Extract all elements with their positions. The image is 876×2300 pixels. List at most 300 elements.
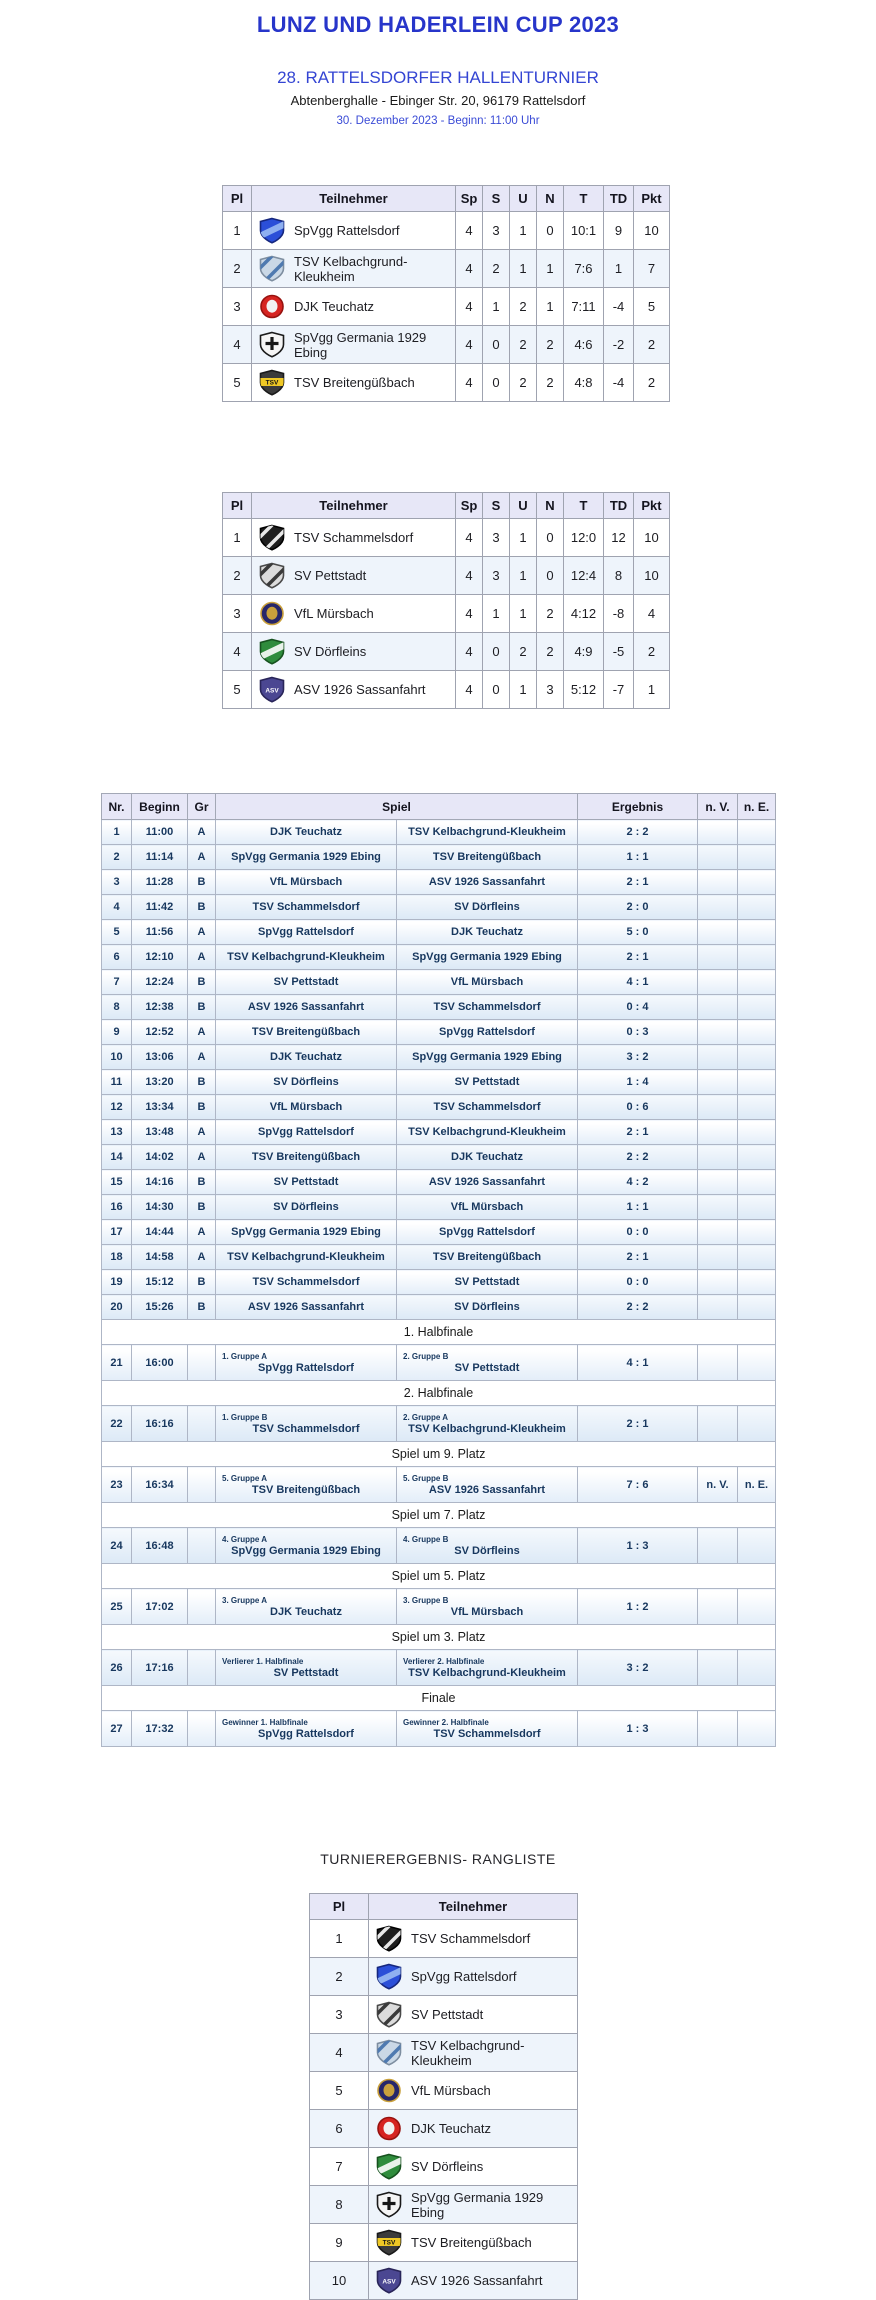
overtime-cell	[698, 1170, 738, 1195]
match-time-cell: 17:02	[132, 1589, 188, 1625]
team-name: TSV Kelbachgrund-Kleukheim	[411, 2037, 525, 2068]
match-time-cell: 17:32	[132, 1711, 188, 1747]
match-group-cell	[188, 1589, 216, 1625]
team-crest-icon	[259, 676, 285, 703]
overtime-cell	[698, 1195, 738, 1220]
penalty-cell	[738, 1145, 776, 1170]
match-time-cell: 11:00	[132, 820, 188, 845]
penalty-cell	[738, 1220, 776, 1245]
penalty-cell	[738, 1711, 776, 1747]
overtime-cell	[698, 1528, 738, 1564]
penalty-cell: n. E.	[738, 1467, 776, 1503]
pkt-cell: 1	[634, 671, 670, 709]
ranking-body	[310, 1920, 578, 2300]
s-cell: 0	[483, 671, 510, 709]
u-cell: 1	[510, 519, 537, 557]
home-team-cell: DJK Teuchatz	[216, 820, 397, 845]
s-cell: 1	[483, 595, 510, 633]
u-cell: 1	[510, 595, 537, 633]
team-cell	[369, 2034, 578, 2072]
round-section-row	[102, 1442, 776, 1467]
penalty-cell	[738, 870, 776, 895]
venue-line: Abtenberghalle - Ebinger Str. 20, 96179 Rattelsdorf	[290, 93, 586, 108]
team-crest-icon	[376, 2115, 402, 2142]
round-section-label: Finale	[102, 1686, 776, 1711]
n-cell: 3	[537, 671, 564, 709]
team	[252, 676, 455, 703]
column-header: Pl	[223, 186, 252, 212]
match-group-cell	[188, 1528, 216, 1564]
match-group-cell: B	[188, 895, 216, 920]
team	[252, 562, 455, 589]
n-cell: 2	[537, 633, 564, 671]
overtime-cell	[698, 1245, 738, 1270]
column-header-gr: Gr	[188, 794, 216, 820]
home-team-name: SpVgg Germania 1929 Ebing	[231, 1545, 381, 1557]
team-name: SV Dörfleins	[294, 644, 367, 659]
place-cell: 5	[310, 2072, 369, 2110]
place-cell: 3	[223, 595, 252, 633]
td-cell: 1	[604, 250, 634, 288]
overtime-cell	[698, 1120, 738, 1145]
round-section-row	[102, 1686, 776, 1711]
standings-row	[223, 557, 670, 595]
place-cell: 1	[310, 1920, 369, 1958]
tournament-subtitle: 28. RATTELSDORFER HALLENTURNIER	[277, 68, 599, 87]
away-team-cell: SV Dörfleins	[397, 895, 578, 920]
away-seed-label: 3. Gruppe B	[403, 1596, 449, 1605]
result-cell: 4 : 2	[578, 1170, 698, 1195]
pkt-cell: 2	[634, 326, 670, 364]
match-row	[102, 995, 776, 1020]
match-number-cell: 20	[102, 1295, 132, 1320]
home-team-cell: DJK Teuchatz	[216, 1045, 397, 1070]
result-cell: 4 : 1	[578, 970, 698, 995]
home-team-cell: SV Dörfleins	[216, 1070, 397, 1095]
s-cell: 3	[483, 212, 510, 250]
header-row	[223, 186, 670, 212]
team-name: DJK Teuchatz	[411, 2121, 491, 2136]
place-cell: 6	[310, 2110, 369, 2148]
team-crest-icon	[376, 2191, 402, 2218]
team-name: VfL Mürsbach	[411, 2083, 491, 2098]
date-line: 30. Dezember 2023 - Beginn: 11:00 Uhr	[336, 115, 540, 127]
match-row	[102, 945, 776, 970]
column-header: TD	[604, 493, 634, 519]
match-row	[102, 1295, 776, 1320]
away-team-cell	[397, 1589, 578, 1625]
away-team-cell: ASV 1926 Sassanfahrt	[397, 870, 578, 895]
team-cell	[252, 557, 456, 595]
match-time-cell: 13:20	[132, 1070, 188, 1095]
home-team-name: TSV Schammelsdorf	[252, 1423, 360, 1435]
match-number-cell: 14	[102, 1145, 132, 1170]
match-group-cell: A	[188, 1020, 216, 1045]
round-section-label: 1. Halbfinale	[102, 1320, 776, 1345]
column-header-ergebnis: Ergebnis	[578, 794, 698, 820]
pkt-cell: 10	[634, 519, 670, 557]
round-section-row	[102, 1625, 776, 1650]
team-crest-icon	[259, 600, 285, 627]
penalty-cell	[738, 1070, 776, 1095]
overtime-cell	[698, 845, 738, 870]
column-header: Sp	[456, 493, 483, 519]
pkt-cell: 4	[634, 595, 670, 633]
team-name: ASV 1926 Sassanfahrt	[411, 2273, 543, 2288]
column-header-ne: n. E.	[738, 794, 776, 820]
column-header: Teilnehmer	[252, 186, 456, 212]
match-group-cell: B	[188, 1070, 216, 1095]
place-cell: 3	[223, 288, 252, 326]
penalty-cell	[738, 1020, 776, 1045]
match-number-cell: 12	[102, 1095, 132, 1120]
match-time-cell: 13:06	[132, 1045, 188, 1070]
match-number-cell: 25	[102, 1589, 132, 1625]
team-name: TSV Breitengüßbach	[411, 2235, 532, 2250]
standings-header	[223, 493, 670, 519]
td-cell: -4	[604, 288, 634, 326]
standings-row	[223, 212, 670, 250]
overtime-cell	[698, 1711, 738, 1747]
sp-cell: 4	[456, 519, 483, 557]
team-cell	[369, 1996, 578, 2034]
td-cell: -5	[604, 633, 634, 671]
result-cell: 0 : 6	[578, 1095, 698, 1120]
home-team-name: TSV Breitengüßbach	[251, 1484, 361, 1496]
match-number-cell: 27	[102, 1711, 132, 1747]
t-cell: 4:9	[564, 633, 604, 671]
match-number-cell: 13	[102, 1120, 132, 1145]
home-team-cell: VfL Mürsbach	[216, 870, 397, 895]
overtime-cell	[698, 970, 738, 995]
team-crest-icon	[259, 255, 285, 282]
place-cell: 4	[223, 633, 252, 671]
overtime-cell	[698, 995, 738, 1020]
result-cell: 1 : 4	[578, 1070, 698, 1095]
n-cell: 0	[537, 557, 564, 595]
ranking-row	[310, 2224, 578, 2262]
column-header: T	[564, 493, 604, 519]
team	[252, 293, 455, 320]
column-header: T	[564, 186, 604, 212]
team-crest-icon	[376, 2001, 402, 2028]
s-cell: 2	[483, 250, 510, 288]
s-cell: 0	[483, 633, 510, 671]
team-name: ASV 1926 Sassanfahrt	[294, 682, 426, 697]
away-seed-label: 2. Gruppe B	[403, 1352, 449, 1361]
overtime-cell	[698, 1406, 738, 1442]
t-cell: 4:12	[564, 595, 604, 633]
team-name: SV Dörfleins	[411, 2159, 484, 2174]
home-team-cell: TSV Kelbachgrund-Kleukheim	[216, 1245, 397, 1270]
team	[369, 2153, 577, 2180]
away-team-cell: SV Dörfleins	[397, 1295, 578, 1320]
overtime-cell	[698, 945, 738, 970]
match-number-cell: 1	[102, 820, 132, 845]
result-cell: 2 : 2	[578, 820, 698, 845]
ranking-row	[310, 2034, 578, 2072]
n-cell: 2	[537, 364, 564, 402]
match-number-cell: 24	[102, 1528, 132, 1564]
match-group-cell: A	[188, 1145, 216, 1170]
t-cell: 12:0	[564, 519, 604, 557]
result-cell: 2 : 2	[578, 1145, 698, 1170]
match-row	[102, 1245, 776, 1270]
n-cell: 2	[537, 595, 564, 633]
result-cell: 1 : 3	[578, 1528, 698, 1564]
match-time-cell: 12:24	[132, 970, 188, 995]
team-crest-icon	[376, 2039, 402, 2066]
result-cell: 4 : 1	[578, 1345, 698, 1381]
standings-body	[223, 519, 670, 709]
column-header-beginn: Beginn	[132, 794, 188, 820]
match-group-cell: B	[188, 1170, 216, 1195]
match-number-cell: 4	[102, 895, 132, 920]
result-cell: 5 : 0	[578, 920, 698, 945]
standings-row	[223, 595, 670, 633]
away-team-cell: SpVgg Germania 1929 Ebing	[397, 945, 578, 970]
column-header: N	[537, 186, 564, 212]
team	[252, 638, 455, 665]
penalty-cell	[738, 1245, 776, 1270]
td-cell: 9	[604, 212, 634, 250]
t-cell: 7:6	[564, 250, 604, 288]
result-cell: 3 : 2	[578, 1045, 698, 1070]
team-cell	[369, 2186, 578, 2224]
team-crest-icon	[376, 2267, 402, 2294]
place-cell: 1	[223, 212, 252, 250]
penalty-cell	[738, 1345, 776, 1381]
schedule-body	[102, 820, 776, 1747]
home-team-name: SV Pettstadt	[273, 1667, 339, 1679]
ranking-row	[310, 2148, 578, 2186]
page-title: LUNZ UND HADERLEIN CUP 2023	[256, 12, 620, 37]
match-time-cell: 13:48	[132, 1120, 188, 1145]
s-cell: 3	[483, 519, 510, 557]
away-team-cell: TSV Kelbachgrund-Kleukheim	[397, 1120, 578, 1145]
match-number-cell: 6	[102, 945, 132, 970]
round-section-label: Spiel um 3. Platz	[102, 1625, 776, 1650]
match-group-cell: A	[188, 820, 216, 845]
away-team-cell	[397, 1345, 578, 1381]
away-team-cell: TSV Breitengüßbach	[397, 1245, 578, 1270]
match-number-cell: 17	[102, 1220, 132, 1245]
match-time-cell: 16:48	[132, 1528, 188, 1564]
round-section-label: Spiel um 7. Platz	[102, 1503, 776, 1528]
column-header: U	[510, 186, 537, 212]
result-cell: 1 : 1	[578, 845, 698, 870]
result-cell: 1 : 3	[578, 1711, 698, 1747]
team	[252, 254, 455, 284]
away-team-name: SV Pettstadt	[454, 1362, 520, 1374]
match-time-cell: 11:42	[132, 895, 188, 920]
team-crest-icon	[376, 2077, 402, 2104]
column-header: Pl	[310, 1894, 369, 1920]
overtime-cell	[698, 920, 738, 945]
team-cell	[369, 2148, 578, 2186]
result-cell: 2 : 2	[578, 1295, 698, 1320]
team	[369, 2229, 577, 2256]
match-row	[102, 845, 776, 870]
penalty-cell	[738, 1589, 776, 1625]
home-seed-label: 5. Gruppe A	[222, 1474, 268, 1483]
place-cell: 2	[223, 557, 252, 595]
away-team-cell: DJK Teuchatz	[397, 1145, 578, 1170]
team-name: SpVgg Germania 1929 Ebing	[294, 329, 427, 360]
result-cell: 2 : 1	[578, 945, 698, 970]
home-team-cell: ASV 1926 Sassanfahrt	[216, 1295, 397, 1320]
td-cell: 8	[604, 557, 634, 595]
result-cell: 1 : 1	[578, 1195, 698, 1220]
group-b-standings-table	[222, 492, 670, 709]
match-time-cell: 15:12	[132, 1270, 188, 1295]
svg-text:ASV: ASV	[265, 687, 279, 695]
standings-row	[223, 326, 670, 364]
match-group-cell: A	[188, 1245, 216, 1270]
match-number-cell: 10	[102, 1045, 132, 1070]
u-cell: 1	[510, 212, 537, 250]
standings-row	[223, 671, 670, 709]
match-time-cell: 11:28	[132, 870, 188, 895]
td-cell: -4	[604, 364, 634, 402]
td-cell: -8	[604, 595, 634, 633]
home-team-name: DJK Teuchatz	[270, 1606, 342, 1618]
team	[369, 2001, 577, 2028]
sp-cell: 4	[456, 364, 483, 402]
sp-cell: 4	[456, 671, 483, 709]
home-team-cell: TSV Breitengüßbach	[216, 1145, 397, 1170]
home-seed-label: 1. Gruppe B	[222, 1413, 268, 1422]
result-cell: 7 : 6	[578, 1467, 698, 1503]
team	[252, 600, 455, 627]
n-cell: 1	[537, 288, 564, 326]
match-group-cell: B	[188, 995, 216, 1020]
place-cell: 8	[310, 2186, 369, 2224]
match-number-cell: 23	[102, 1467, 132, 1503]
match-group-cell	[188, 1345, 216, 1381]
match-number-cell: 2	[102, 845, 132, 870]
penalty-cell	[738, 1295, 776, 1320]
header-row	[102, 794, 776, 820]
away-team-name: VfL Mürsbach	[450, 1606, 524, 1618]
match-group-cell: A	[188, 920, 216, 945]
team	[252, 369, 455, 396]
home-team-cell: SV Pettstadt	[216, 970, 397, 995]
away-team-cell: TSV Kelbachgrund-Kleukheim	[397, 820, 578, 845]
standings-row	[223, 633, 670, 671]
team	[369, 2077, 577, 2104]
match-number-cell: 19	[102, 1270, 132, 1295]
overtime-cell	[698, 1650, 738, 1686]
match-number-cell: 5	[102, 920, 132, 945]
round-section-row	[102, 1320, 776, 1345]
team-cell	[252, 326, 456, 364]
match-time-cell: 12:52	[132, 1020, 188, 1045]
match-row	[102, 1528, 776, 1564]
result-cell: 0 : 0	[578, 1220, 698, 1245]
place-cell: 10	[310, 2262, 369, 2300]
result-cell: 2 : 1	[578, 1245, 698, 1270]
match-number-cell: 21	[102, 1345, 132, 1381]
team-cell	[369, 2072, 578, 2110]
match-time-cell: 12:10	[132, 945, 188, 970]
place-cell: 9	[310, 2224, 369, 2262]
ranking-heading: TURNIERERGEBNIS- RANGLISTE	[320, 1851, 556, 1867]
team-cell	[252, 595, 456, 633]
column-header: Pl	[223, 493, 252, 519]
column-header: TD	[604, 186, 634, 212]
round-section-row	[102, 1381, 776, 1406]
match-group-cell: A	[188, 845, 216, 870]
column-header: Pkt	[634, 493, 670, 519]
t-cell: 4:8	[564, 364, 604, 402]
penalty-cell	[738, 1195, 776, 1220]
result-cell: 3 : 2	[578, 1650, 698, 1686]
team-name: SV Pettstadt	[294, 568, 367, 583]
home-team-cell	[216, 1406, 397, 1442]
overtime-cell	[698, 1589, 738, 1625]
overtime-cell	[698, 1145, 738, 1170]
penalty-cell	[738, 895, 776, 920]
away-team-cell: VfL Mürsbach	[397, 970, 578, 995]
home-team-cell: TSV Schammelsdorf	[216, 1270, 397, 1295]
team-name: TSV Schammelsdorf	[294, 530, 414, 545]
result-cell: 0 : 0	[578, 1270, 698, 1295]
penalty-cell	[738, 970, 776, 995]
td-cell: 12	[604, 519, 634, 557]
overtime-cell	[698, 1345, 738, 1381]
penalty-cell	[738, 1406, 776, 1442]
away-team-name: TSV Kelbachgrund-Kleukheim	[408, 1423, 566, 1435]
team-name: TSV Breitengüßbach	[294, 375, 415, 390]
s-cell: 1	[483, 288, 510, 326]
team-name: TSV Kelbachgrund-Kleukheim	[294, 253, 408, 284]
group-a-standings-table	[222, 185, 670, 402]
away-seed-label: 4. Gruppe B	[403, 1535, 449, 1544]
place-cell: 7	[310, 2148, 369, 2186]
match-row	[102, 1589, 776, 1625]
away-team-name: TSV Kelbachgrund-Kleukheim	[408, 1667, 566, 1679]
team-crest-icon	[259, 331, 285, 358]
away-team-cell: SpVgg Rattelsdorf	[397, 1220, 578, 1245]
match-time-cell: 14:16	[132, 1170, 188, 1195]
team-cell	[252, 212, 456, 250]
team-cell	[252, 519, 456, 557]
team-cell	[369, 2110, 578, 2148]
penalty-cell	[738, 845, 776, 870]
s-cell: 0	[483, 364, 510, 402]
round-section-label: Spiel um 5. Platz	[102, 1564, 776, 1589]
team-cell	[252, 671, 456, 709]
home-team-cell: ASV 1926 Sassanfahrt	[216, 995, 397, 1020]
match-time-cell: 12:38	[132, 995, 188, 1020]
away-team-cell	[397, 1711, 578, 1747]
column-header-nv: n. V.	[698, 794, 738, 820]
place-cell: 5	[223, 671, 252, 709]
svg-text:TSV: TSV	[382, 2239, 396, 2247]
away-team-cell: SpVgg Rattelsdorf	[397, 1020, 578, 1045]
sp-cell: 4	[456, 288, 483, 326]
home-team-cell: VfL Mürsbach	[216, 1095, 397, 1120]
team-crest-icon	[259, 293, 285, 320]
team-name: SpVgg Germania 1929 Ebing	[411, 2189, 544, 2220]
home-team-cell: SpVgg Rattelsdorf	[216, 1120, 397, 1145]
svg-text:TSV: TSV	[265, 379, 279, 387]
away-team-cell: SV Pettstadt	[397, 1070, 578, 1095]
team-crest-icon	[376, 1963, 402, 1990]
match-number-cell: 3	[102, 870, 132, 895]
team-cell	[369, 1920, 578, 1958]
